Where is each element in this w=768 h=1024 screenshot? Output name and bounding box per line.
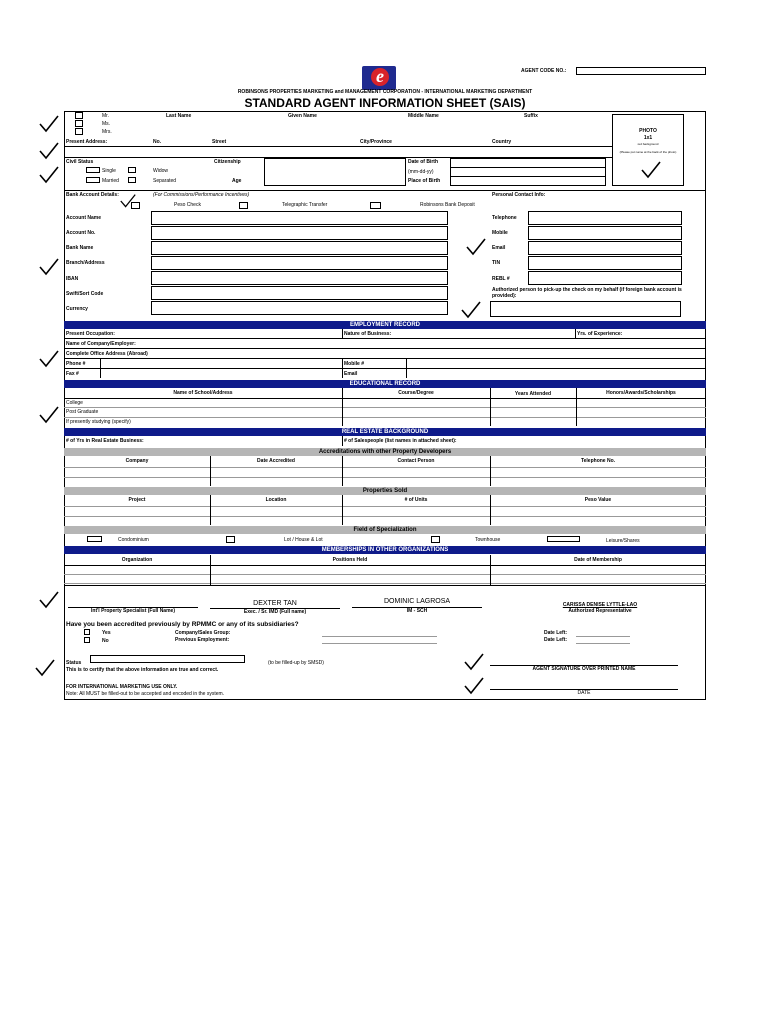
check-mark-icon [38,165,60,185]
im-name: DOMINIC LAGROSA [383,598,451,605]
mem-position-header: Positions Held [332,557,368,563]
single-checkbox[interactable] [86,167,100,173]
page-title: STANDARD AGENT INFORMATION SHEET (SAIS) [244,96,526,110]
edu-years-header: Years Attended [514,391,552,397]
date-left-1-label: Date Left: [544,630,568,636]
email-label: Email [492,245,506,251]
check-mark-icon [640,160,662,180]
title-mr-label: Mr. [102,113,109,119]
company-group-label: Company/Sales Group: [175,630,231,636]
accredited-yes-label: Yes [102,630,111,636]
emp-mobile-label: Mobile # [344,361,365,367]
account-no-input[interactable] [151,226,448,240]
check-mark-icon [463,676,485,696]
telegraphic-label: Telegraphic Transfer [282,202,328,208]
properties-header: Properties Sold [64,487,706,495]
im-label: IM - SCH [406,608,428,614]
mem-org-header: Organization [121,557,153,563]
branch-label: Branch/Address [66,260,105,266]
edu-row-postgrad: Post Graduate [66,409,99,415]
condominium-checkbox[interactable] [87,536,102,542]
married-label: Married [102,178,119,184]
tin-label: TIN [492,260,501,266]
dob-label: Date of Birth [408,159,438,165]
account-name-input[interactable] [151,211,448,225]
photo-label: PHOTO [639,128,657,134]
bank-name-label: Bank Name [66,245,94,251]
leisure-label: Leisure/Shares [606,538,640,544]
agent-code-label: AGENT CODE NO.: [521,68,567,74]
iban-label: IBAN [66,276,79,282]
check-mark-icon [463,652,485,672]
check-mark-icon [460,300,482,320]
civil-status-label: Civil Status [66,159,94,165]
nature-label: Nature of Business: [344,331,392,337]
real-estate-header: REAL ESTATE BACKGROUND [64,428,706,436]
email-input[interactable] [528,241,682,255]
edu-row-presently: If presently studying (specify) [66,419,131,425]
townhouse-checkbox[interactable] [431,536,440,543]
memberships-header: MEMBERSHIPS IN OTHER ORGANIZATIONS [64,546,706,554]
date-label: DATE [577,690,591,696]
title-mrs-checkbox[interactable] [75,128,83,135]
branch-input[interactable] [151,256,448,270]
acc-telephone-header: Telephone No. [580,458,616,464]
prop-project-header: Project [128,497,146,503]
date-left-2-label: Date Left: [544,637,568,643]
check-mark-icon [38,141,60,161]
address-no-label: No. [153,139,162,145]
separated-checkbox[interactable] [128,177,136,183]
title-ms-checkbox[interactable] [75,120,83,127]
status-label: Status [66,660,82,666]
dob-format: (mm-dd-yy) [408,169,434,175]
bank-label: Bank Account Details: [66,192,119,198]
account-no-label: Account No. [66,230,96,236]
single-label: Single [102,168,116,174]
edu-honors-header: Honors/Awards/Scholarships [606,390,676,396]
company-logo: e [362,66,396,90]
edu-school-header: Name of School/Address [173,390,233,396]
prop-units-header: # of Units [404,497,428,503]
accredited-no-label: No [102,638,109,644]
employment-header: EMPLOYMENT RECORD [64,321,706,329]
suffix-label: Suffix [524,113,538,119]
acc-date-header: Date Accredited [257,458,295,464]
title-mrs-label: Mrs. [102,129,112,135]
address-country-label: Country [492,139,512,145]
authorized-label: Authorized person to pick-up the check on my behalf (if foreign bank account is provided): [492,287,682,299]
acc-company-header: Company [125,458,149,464]
fax-label: Fax # [66,371,79,377]
education-header: EDUCATIONAL RECORD [64,380,706,388]
prop-value-header: Peso Value [584,497,612,503]
bank-note: (For Commissions/Performance Incentives) [153,192,250,198]
photo-sub2: (Please put name at the back of the photo) [619,150,677,154]
citizenship-input[interactable] [264,158,406,186]
acc-contact-header: Contact Person [397,458,435,464]
mobile-input[interactable] [528,226,682,240]
married-checkbox[interactable] [86,177,100,183]
check-mark-icon [38,114,60,134]
accredited-question: Have you been accredited previously by RPMMC or any of its subsidiaries? [66,621,299,628]
lot-label: Lot / House & Lot [284,537,323,543]
edu-course-header: Course/Degree [398,390,434,396]
agent-signature-label: AGENT SIGNATURE OVER PRINTED NAME [532,666,636,672]
dob-input[interactable] [450,158,606,186]
smsd-note: (to be filled-up by SMSD) [268,660,324,666]
bank-name-input[interactable] [151,241,448,255]
age-label: Age [232,178,242,184]
widow-label: Widow [153,168,169,174]
note-text: Note: All MUST be filled-out to be accepted and encoded in the system. [66,691,225,697]
company-label: Name of Company/Employer: [66,341,136,347]
address-label: Present Address: [66,139,108,145]
title-mr-checkbox[interactable] [75,112,83,119]
experience-label: Yrs. of Experience: [577,331,623,337]
iban-input[interactable] [151,271,448,285]
contact-label: Personal Contact Info: [492,192,546,198]
peso-check-label: Peso Check [174,202,201,208]
office-label: Complete Office Address (Abroad) [66,351,148,357]
prev-employment-label: Previous Employment: [175,637,230,643]
specialist-label: Int'l Property Specialist (Full Name) [91,608,175,614]
telephone-label: Telephone [492,215,517,221]
edu-row-college: College [66,400,83,406]
rebl-input[interactable] [528,271,682,285]
swift-input[interactable] [151,286,448,300]
telegraphic-checkbox[interactable] [239,202,248,209]
company-line: ROBINSONS PROPERTIES MARKETING and MANAGEMENT CORPORATION - INTERNATIONAL MARKETING DEPARTMENT [237,89,533,95]
check-mark-icon [38,257,60,277]
check-mark-icon [38,590,60,610]
tin-input[interactable] [528,256,682,270]
rep-name: CARISSA DENISE LYTTLE-LAO [562,602,638,608]
robinsons-checkbox[interactable] [370,202,381,209]
address-street-label: Street [212,139,227,145]
authorized-input[interactable] [490,301,681,317]
photo-size: 1x1 [643,135,653,141]
given-name-label: Given Name [288,113,317,119]
currency-label: Currency [66,306,88,312]
account-name-label: Account Name [66,215,102,221]
check-mark-icon [465,237,487,257]
mobile-label: Mobile [492,230,508,236]
accredited-no-checkbox[interactable] [84,637,90,643]
check-mark-icon [38,349,60,369]
townhouse-label: Townhouse [475,537,501,543]
certify-text: This is to certify that the above information are true and correct. [66,667,219,673]
phone-label: Phone # [66,361,86,367]
middle-name-label: Middle Name [408,113,439,119]
address-city-label: City/Province [360,139,392,145]
telephone-input[interactable] [528,211,682,225]
im-use-label: FOR INTERNATIONAL MARKETING USE ONLY. [66,684,178,690]
agent-code-input[interactable] [576,67,706,75]
separated-label: Separated [153,178,177,184]
exec-label: Exec. / Sr. IMD (Full name) [243,609,307,615]
status-input[interactable] [90,655,245,663]
specialization-header: Field of Specialization [64,526,706,534]
check-mark-icon [119,193,137,209]
re-salespeople-label: # of Salespeople (list names in attached sheet): [344,438,457,444]
rep-label: Authorized Representative [568,608,632,614]
re-years-label: # of Yrs in Real Estate Business: [66,438,144,444]
pob-label: Place of Birth [408,178,441,184]
leisure-checkbox[interactable] [547,536,580,542]
exec-name: DEXTER TAN [253,600,297,607]
check-mark-icon [38,405,60,425]
accreditations-header: Accreditations with other Property Developers [64,448,706,456]
prop-location-header: Location [265,497,287,503]
occupation-label: Present Occupation: [66,331,115,337]
photo-sub1: red background [637,142,659,146]
accredited-yes-checkbox[interactable] [84,629,90,635]
robinsons-label: Robinsons Bank Deposit [420,202,475,208]
citizenship-label: Citizenship [214,159,241,165]
check-mark-icon [34,658,56,678]
currency-input[interactable] [151,301,448,315]
rebl-label: REBL # [492,276,510,282]
swift-label: Swift/Sort Code [66,291,104,297]
title-ms-label: Ms. [102,121,111,127]
emp-email-label: Email [344,371,358,377]
condominium-label: Condominium [118,537,149,543]
lot-checkbox[interactable] [226,536,235,543]
mem-date-header: Date of Membership [574,557,622,563]
widow-checkbox[interactable] [128,167,136,173]
last-name-label: Last Name [166,113,192,119]
